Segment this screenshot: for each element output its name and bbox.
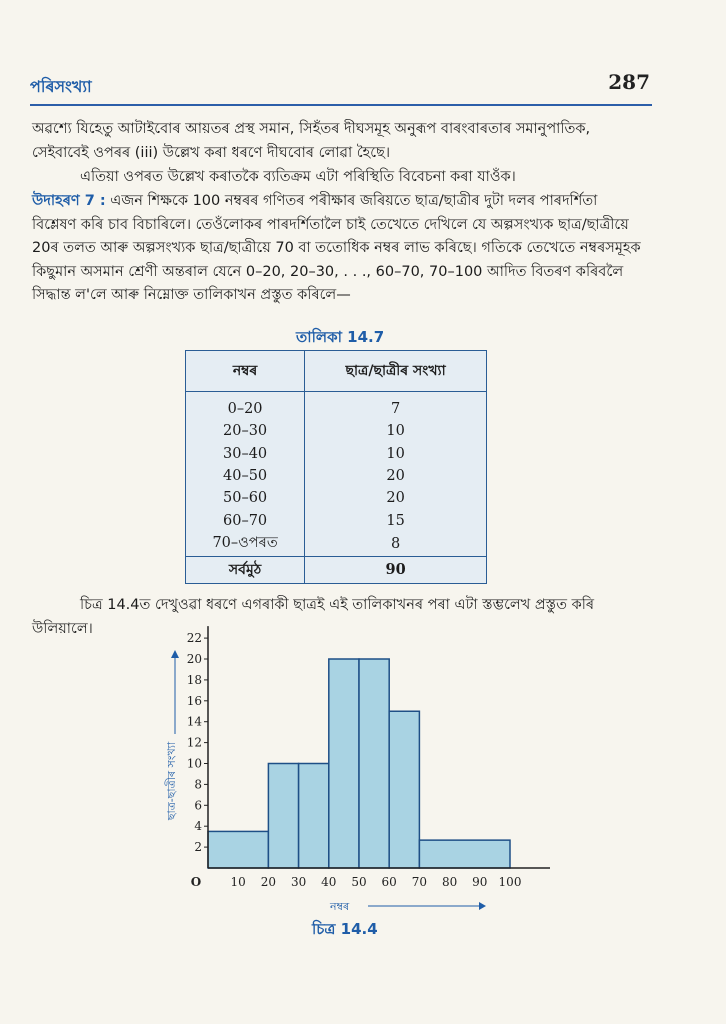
table-row — [186, 392, 487, 421]
x-tick-label: 20 — [260, 875, 277, 889]
paragraph-4: চিত্ৰ 14.4ত দেখুওৱা ধৰণে এগৰাকী ছাত্ৰই এই তালিকাখনৰ পৰা এটা স্তম্ভলেখ প্ৰস্তুত কৰি উলিয়ালে। — [32, 597, 595, 637]
origin-label: O — [190, 875, 202, 889]
y-tick-label: 18 — [186, 672, 202, 687]
cell-interval: 20–30 — [186, 420, 305, 442]
cell-count: 20 — [305, 465, 487, 487]
y-tick-label: 10 — [186, 756, 202, 771]
section-title: পৰিসংখ্যা — [30, 77, 92, 96]
cell-interval: 70–ওপৰত — [186, 532, 305, 557]
x-tick-label: 40 — [321, 875, 337, 889]
y-tick-label: 20 — [186, 652, 202, 666]
total-label: সৰ্বমুঠ — [186, 556, 305, 583]
cell-count: 10 — [305, 420, 487, 442]
table-row — [186, 465, 487, 487]
y-tick-label: 6 — [194, 798, 202, 813]
marks-table — [185, 350, 487, 584]
table-row — [186, 420, 487, 442]
histogram-bar — [268, 764, 298, 869]
y-tick-label: 12 — [186, 735, 202, 750]
x-tick-label: 50 — [351, 875, 367, 889]
col-header-students: ছাত্ৰ/ছাত্ৰীৰ সংখ্যা — [305, 351, 487, 392]
x-axis-label: নম্বৰ — [330, 900, 350, 913]
cell-interval: 50–60 — [186, 487, 305, 509]
cell-interval: 0–20 — [186, 392, 305, 421]
cell-count: 15 — [305, 509, 487, 531]
table-row — [186, 443, 487, 465]
cell-interval: 40–50 — [186, 465, 305, 487]
histogram-bar — [359, 659, 389, 868]
x-tick-label: 10 — [230, 875, 246, 889]
example-label: উদাহৰণ 7 : — [32, 193, 106, 209]
table-header-row — [186, 351, 487, 392]
histogram-chart — [150, 626, 550, 916]
y-tick-label: 8 — [194, 777, 202, 792]
total-value: 90 — [305, 556, 487, 583]
histogram-bar — [299, 764, 329, 869]
example-text: এজন শিক্ষকে 100 নম্বৰৰ গণিতৰ পৰীক্ষাৰ জৰিয়তে ছাত্ৰ/ছাত্ৰীৰ দুটা দলৰ পাৰদৰ্শিতা বিশ্লেষণ কৰি চাব বিচাৰিলে। তেওঁলোকৰ পাৰদৰ্শিতালৈ চাই তেখেতে দেখিলে যে অল্পসংখ্যক ছাত্ৰ/ছাত্ৰীয়ে 20ৰ তলত আৰু অল্পসংখ্যক ছাত্ৰ/ছাত্ৰীয়ে 70 বা ততোধিক নম্বৰ লাভ কৰিছে। গতিকে তেখেতে নম্বৰসমূহক কিছুমান অসমান শ্ৰেণী অন্তৰাল যেনে 0–20, 20–30, . . ., 60–70, 70–100 আদিত বিতৰণ কৰিবলৈ সিদ্ধান্ত ল'লে আৰু নিম্নোক্ত তালিকাখন প্ৰস্তুত কৰিলে— — [32, 193, 641, 303]
histogram-bar — [208, 831, 268, 868]
cell-count: 10 — [305, 443, 487, 465]
figure-caption: চিত্ৰ 14.4 — [312, 920, 378, 938]
y-label-arrow-head — [171, 650, 179, 658]
x-tick-label: 60 — [381, 875, 397, 889]
paragraph-1: অৱশ্যে যিহেতু আটাইবোৰ আয়তৰ প্ৰস্থ সমান, সিহঁতৰ দীঘসমূহ অনুৰূপ বাৰংবাৰতাৰ সমানুপাতিক, সেইবাবেই ওপৰৰ (iii) উল্লেখ কৰা ধৰণে দীঘবোৰ লোৱা হৈছে। — [32, 121, 591, 161]
x-tick-label: 100 — [498, 875, 522, 889]
x-tick-label: 70 — [411, 875, 428, 889]
histogram-bar — [329, 659, 359, 868]
cell-interval: 30–40 — [186, 443, 305, 465]
histogram-bar — [389, 711, 419, 868]
y-axis-label: ছাত্ৰ-ছাত্ৰীৰ সংখ্যা — [165, 741, 178, 821]
y-tick-label: 22 — [186, 631, 202, 646]
header-rule — [30, 104, 652, 106]
cell-count: 8 — [305, 532, 487, 557]
x-tick-label: 30 — [290, 875, 307, 889]
cell-count: 7 — [305, 392, 487, 421]
col-header-marks: নম্বৰ — [186, 351, 305, 392]
table-caption: তালিকা 14.7 — [296, 328, 385, 346]
cell-interval: 60–70 — [186, 509, 305, 531]
y-tick-label: 2 — [194, 840, 202, 855]
cell-count: 20 — [305, 487, 487, 509]
histogram-bar — [419, 840, 510, 868]
y-tick-label: 16 — [186, 693, 202, 708]
table-row — [186, 509, 487, 531]
x-tick-label: 90 — [472, 875, 488, 889]
paragraph-2: এতিয়া ওপৰত উল্লেখ কৰাতকৈ ব্যতিক্ৰম এটা পৰিস্থিতি বিবেচনা কৰা যাওঁক। — [80, 169, 516, 185]
x-tick-label: 80 — [441, 875, 458, 889]
page-number: 287 — [608, 70, 650, 94]
table-total-row — [186, 556, 487, 583]
y-tick-label: 14 — [186, 714, 202, 729]
x-label-arrow-head — [479, 902, 486, 910]
table-row — [186, 487, 487, 509]
table-row — [186, 532, 487, 557]
running-header — [30, 70, 650, 100]
example-7 — [32, 190, 644, 308]
y-tick-label: 4 — [194, 819, 202, 834]
